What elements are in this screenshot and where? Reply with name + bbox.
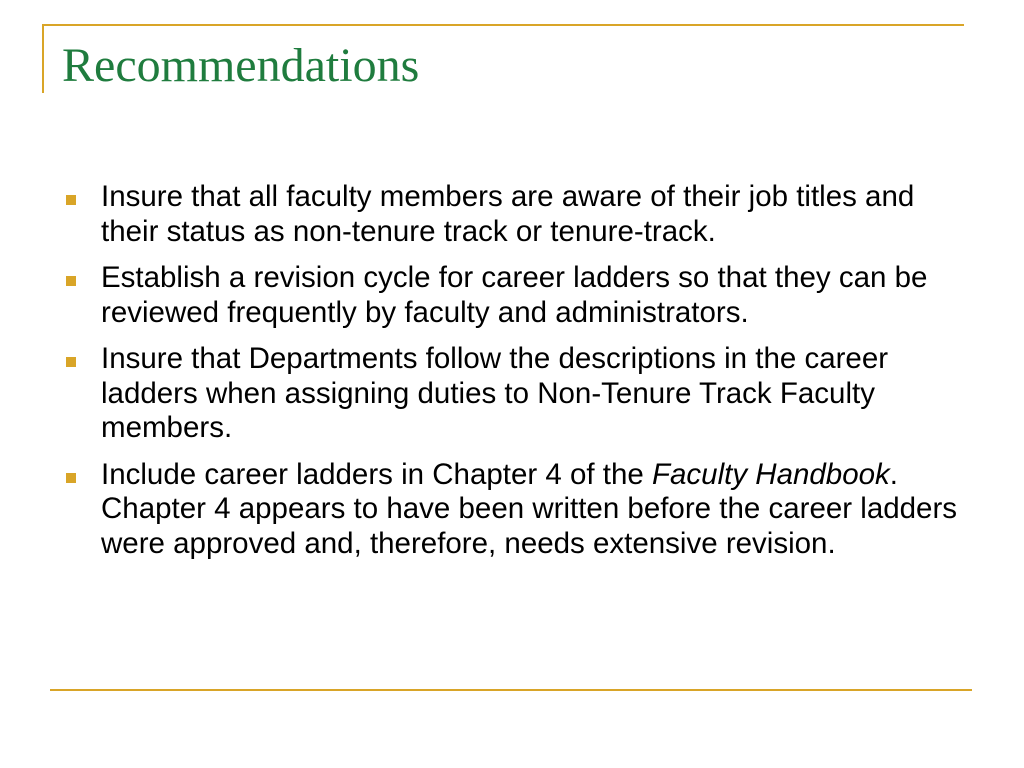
bullet-item-4 [62, 458, 967, 562]
square-bullet-icon [66, 473, 76, 483]
bullet-text: Insure that Departments follow the descriptions in the career ladders when assigning duties to Non-Tenure Track Faculty members. [101, 342, 889, 444]
bullet-item-3 [62, 342, 967, 446]
footer-divider-line [50, 689, 972, 691]
square-bullet-icon [66, 276, 76, 286]
square-bullet-icon [66, 357, 76, 367]
bullet-item-1 [62, 180, 967, 249]
title-frame-top-line [42, 24, 964, 26]
bullet-item-2 [62, 261, 967, 330]
faculty-handbook-title: Faculty Handbook [652, 457, 890, 491]
square-bullet-icon [66, 195, 76, 205]
bullet-text: Insure that all faculty members are aware of their job titles and their status as non-tenure track or tenure-track. [101, 180, 915, 248]
bullet-text: Establish a revision cycle for career ladders so that they can be reviewed frequently by faculty and administrators. [101, 261, 928, 329]
bullet-text-after: . Chapter 4 appears to have been written before the career ladders were approved and, therefore, needs extensive revision. [101, 457, 958, 560]
slide-title: Recommendations [62, 39, 420, 92]
bullet-text [101, 458, 957, 560]
bullet-text-before: Include career ladders in Chapter 4 of the [101, 457, 652, 491]
title-frame-left-line [42, 24, 44, 93]
bullet-list [62, 180, 967, 573]
